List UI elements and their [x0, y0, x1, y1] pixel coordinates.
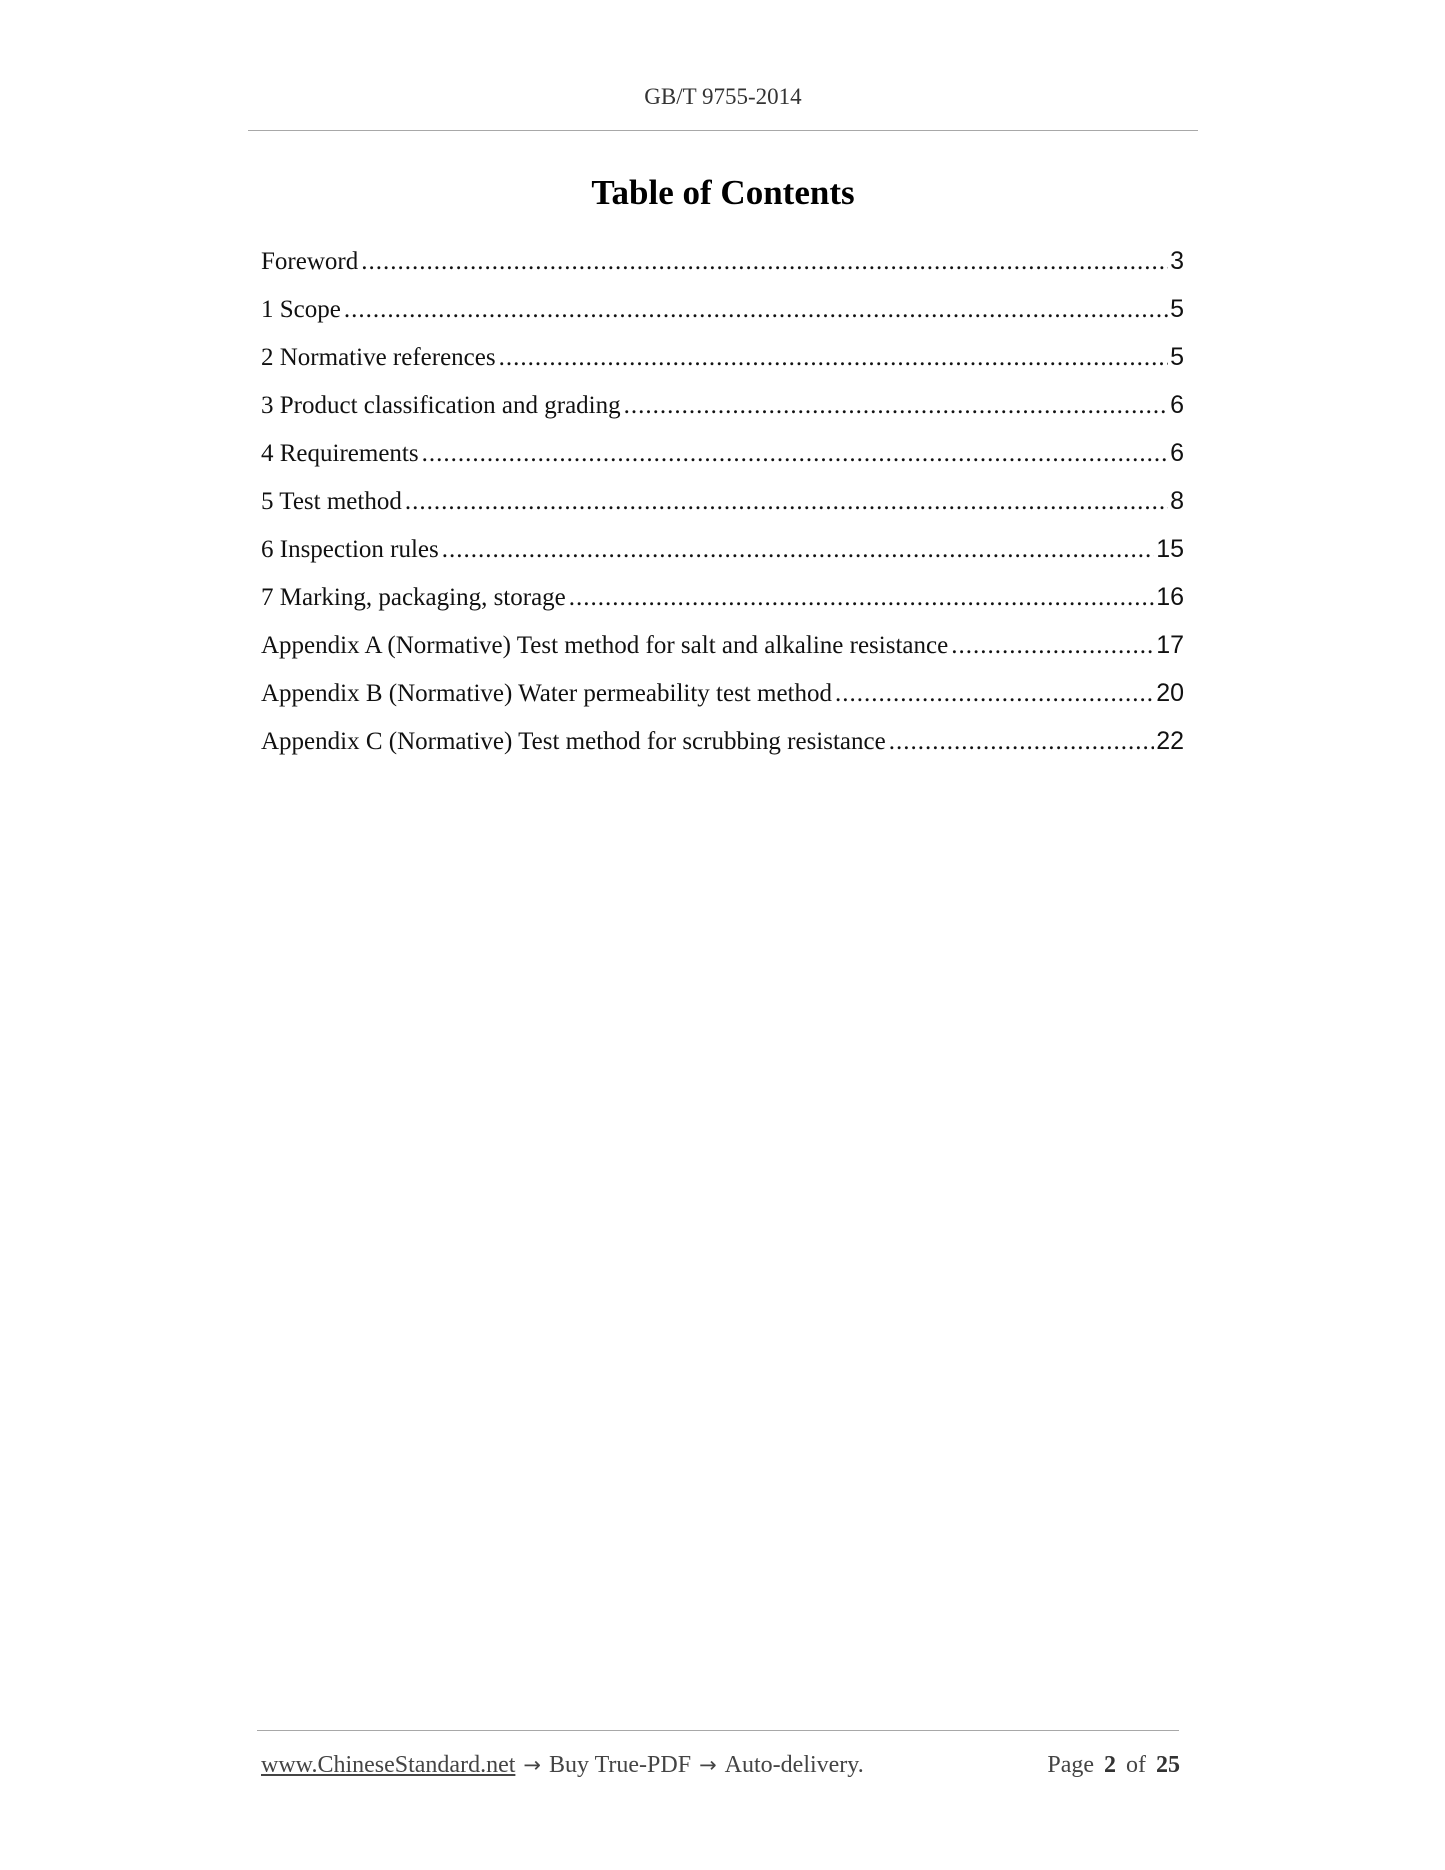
toc-dot-leader: [835, 676, 1154, 712]
toc-dot-leader: [889, 724, 1154, 760]
right-arrow-icon: →: [523, 1753, 541, 1777]
toc-dot-leader: [344, 292, 1168, 328]
toc-list: [261, 243, 1184, 771]
toc-entry-page: 6: [1170, 391, 1184, 419]
toc-entry[interactable]: [261, 435, 1184, 483]
toc-entry[interactable]: [261, 723, 1184, 771]
toc-entry-label: 2 Normative references: [261, 344, 496, 371]
toc-entry-page: 5: [1170, 343, 1184, 371]
toc-entry-page: 17: [1156, 631, 1184, 659]
toc-entry-page: 15: [1156, 535, 1184, 563]
buy-true-pdf-text: Buy True-PDF: [549, 1752, 692, 1778]
toc-entry-page: 5: [1170, 295, 1184, 323]
toc-dot-leader: [422, 436, 1168, 472]
toc-dot-leader: [624, 388, 1168, 424]
toc-entry[interactable]: [261, 339, 1184, 387]
toc-dot-leader: [951, 628, 1154, 664]
toc-dot-leader: [361, 244, 1168, 280]
site-link[interactable]: www.ChineseStandard.net: [261, 1752, 516, 1778]
of-word: of: [1126, 1752, 1146, 1778]
toc-entry[interactable]: [261, 291, 1184, 339]
toc-entry-page: 22: [1156, 727, 1184, 755]
toc-entry-label: 1 Scope: [261, 296, 341, 323]
page-header-standard-code: GB/T 9755-2014: [644, 84, 802, 109]
toc-entry-page: 6: [1170, 439, 1184, 467]
page-footer: [261, 1752, 1180, 1779]
toc-entry-label: 7 Marking, packaging, storage: [261, 584, 566, 611]
total-page-count: 25: [1156, 1752, 1180, 1778]
toc-entry[interactable]: [261, 387, 1184, 435]
footer-divider: [257, 1730, 1179, 1731]
toc-entry-label: Appendix B (Normative) Water permeability test method: [261, 680, 832, 707]
current-page-number: 2: [1104, 1752, 1116, 1778]
toc-dot-leader: [442, 532, 1154, 568]
header-divider: [248, 130, 1198, 131]
toc-entry-label: Appendix C (Normative) Test method for scrubbing resistance: [261, 728, 886, 755]
footer-promo: [261, 1752, 864, 1779]
right-arrow-icon: →: [699, 1753, 717, 1777]
toc-entry[interactable]: [261, 483, 1184, 531]
toc-entry-page: 20: [1156, 679, 1184, 707]
auto-delivery-text: Auto-delivery.: [724, 1752, 864, 1778]
toc-entry[interactable]: [261, 675, 1184, 723]
toc-dot-leader: [499, 340, 1168, 376]
toc-dot-leader: [405, 484, 1168, 520]
toc-entry-label: 4 Requirements: [261, 440, 419, 467]
toc-entry-page: 16: [1156, 583, 1184, 611]
toc-entry[interactable]: [261, 243, 1184, 291]
toc-entry[interactable]: [261, 531, 1184, 579]
toc-entry-page: 3: [1170, 247, 1184, 275]
toc-dot-leader: [569, 580, 1154, 616]
page-word: Page: [1047, 1752, 1094, 1778]
toc-entry-page: 8: [1170, 487, 1184, 515]
toc-entry-label: 5 Test method: [261, 488, 402, 515]
page-counter: [1047, 1752, 1180, 1779]
toc-entry-label: 6 Inspection rules: [261, 536, 439, 563]
toc-entry-label: Appendix A (Normative) Test method for salt and alkaline resistance: [261, 632, 949, 659]
toc-entry-label: 3 Product classification and grading: [261, 392, 621, 419]
toc-entry-label: Foreword: [261, 248, 359, 275]
toc-title: Table of Contents: [591, 173, 855, 212]
toc-entry[interactable]: [261, 579, 1184, 627]
toc-entry[interactable]: [261, 627, 1184, 675]
